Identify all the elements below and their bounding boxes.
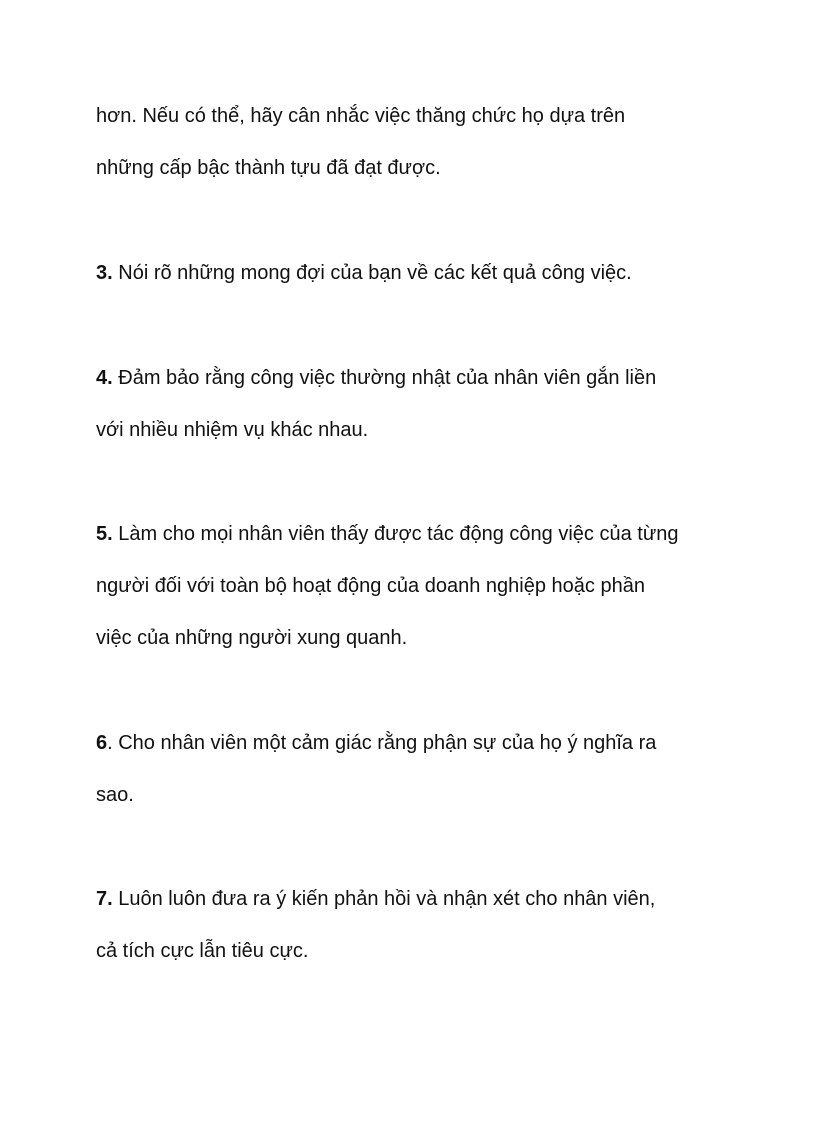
item-number: 5. [96,523,113,545]
list-item-4-line-2: với nhiều nhiệm vụ khác nhau. [96,419,369,441]
list-item-3 [96,261,632,285]
list-item-6-line-2: sao. [96,784,134,806]
list-item-5 [96,522,678,546]
list-item-4 [96,366,656,390]
list-item-7 [96,887,655,911]
item-number: 4. [96,367,113,389]
item-text: Đảm bảo rằng công việc thường nhật của nhân viên gắn liền [118,367,657,389]
continuation-line-1: hơn. Nếu có thể, hãy cân nhắc việc thăng chức họ dựa trên [96,105,626,127]
item-text: Nói rõ những mong đợi của bạn về các kết quả công việc. [118,262,632,284]
list-item-5-line-3: việc của những người xung quanh. [96,627,408,649]
list-item-6 [96,731,656,755]
item-text: Luôn luôn đưa ra ý kiến phản hồi và nhận xét cho nhân viên, [118,888,656,910]
item-number: 3. [96,262,113,284]
continuation-line-2: những cấp bậc thành tựu đã đạt được. [96,157,441,179]
item-number: 6 [96,732,108,754]
item-text: Làm cho mọi nhân viên thấy được tác động công việc của từng [118,523,679,545]
item-text: . Cho nhân viên một cảm giác rằng phận sự của họ ý nghĩa ra [107,732,657,754]
item-number: 7. [96,888,113,910]
list-item-7-line-2: cả tích cực lẫn tiêu cực. [96,940,309,962]
list-item-5-line-2: người đối với toàn bộ hoạt động của doanh nghiệp hoặc phần [96,575,645,597]
